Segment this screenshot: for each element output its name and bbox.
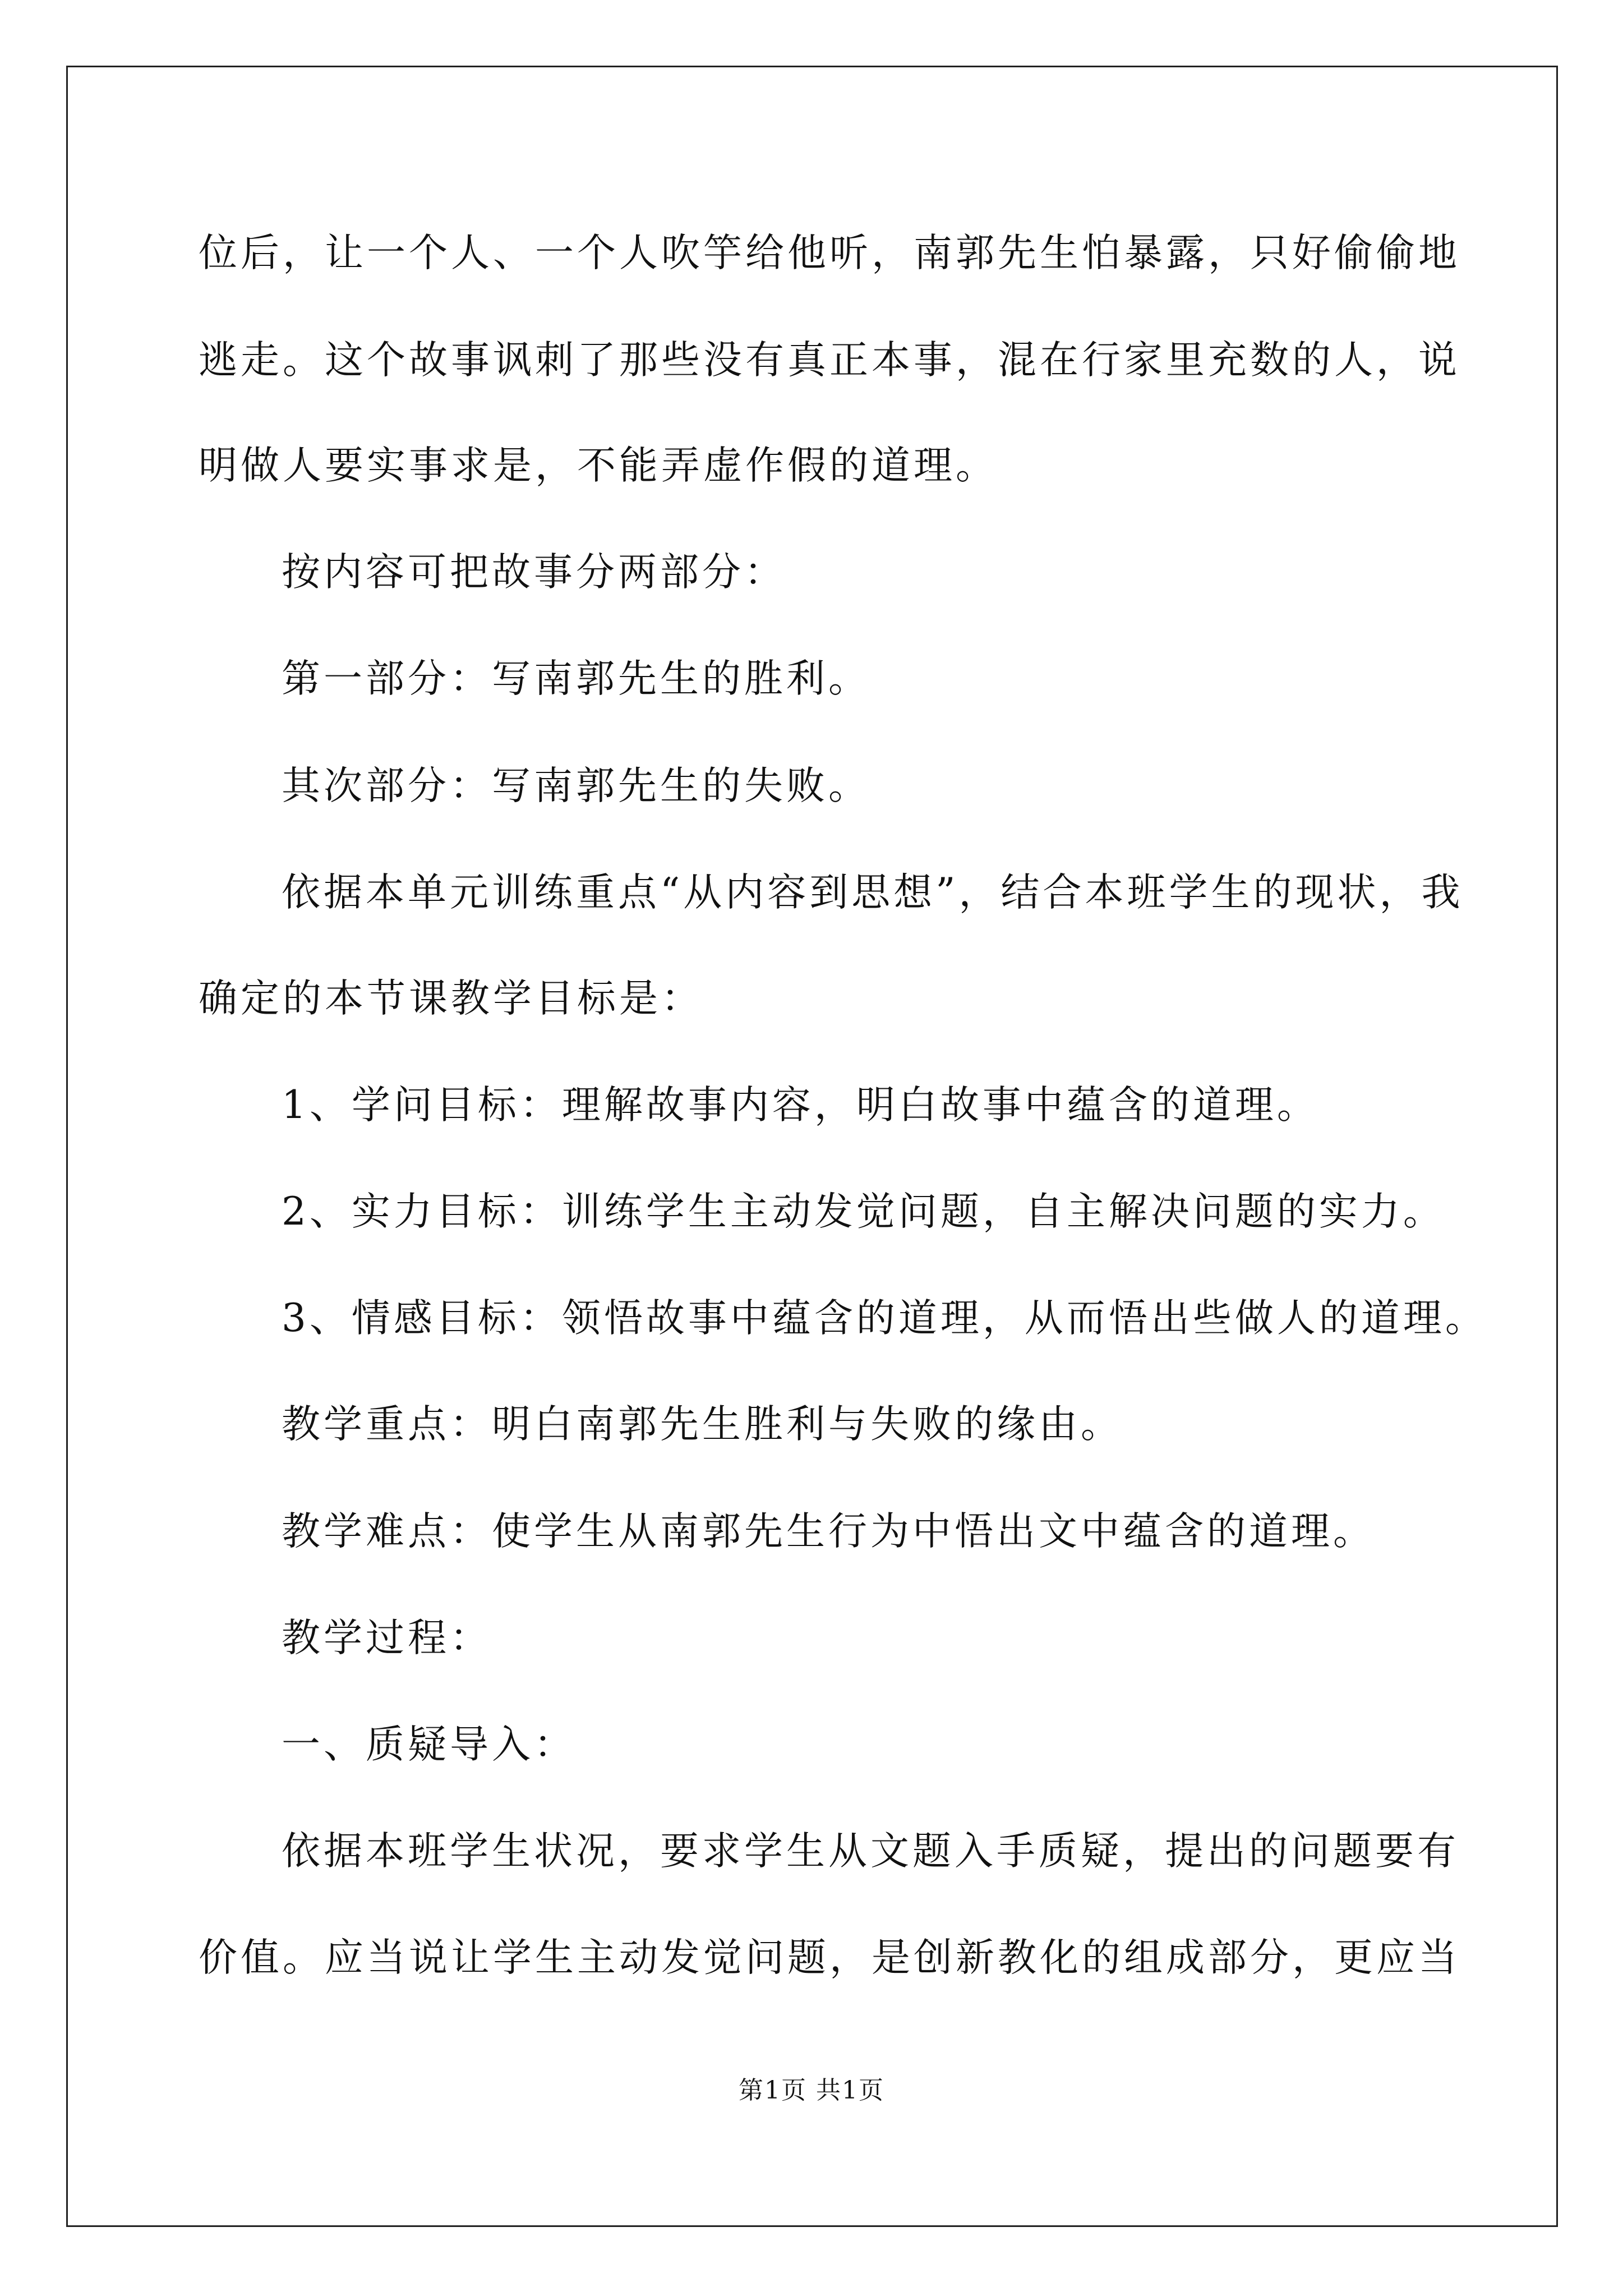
text-line-2: 逃走。这个故事讽刺了那些没有真正本事，混在行家里充数的人，说 — [199, 338, 1460, 383]
text-line-9: 1、学问目标：理解故事内容，明白故事中蕴含的道理。 — [282, 1083, 1319, 1128]
text-line-7: 依据本单元训练重点“从内容到思想”，结合本班学生的现状，我 — [282, 870, 1464, 915]
text-line-8: 确定的本节课教学目标是： — [199, 976, 703, 1021]
text-line-11: 3、情感目标：领悟故事中蕴含的道理，从而悟出些做人的道理。 — [282, 1296, 1487, 1341]
page-border — [66, 66, 1558, 2227]
text-line-15: 一、质疑导入： — [282, 1722, 576, 1767]
text-line-6: 其次部分：写南郭先生的失败。 — [282, 763, 870, 808]
text-line-4: 按内容可把故事分两部分： — [282, 550, 786, 595]
text-line-13: 教学难点：使学生从南郭先生行为中悟出文中蕴含的道理。 — [282, 1509, 1375, 1554]
text-line-5: 第一部分：写南郭先生的胜利。 — [282, 656, 870, 701]
text-line-1: 位后，让一个人、一个人吹竽给他听，南郭先生怕暴露，只好偷偷地 — [199, 231, 1460, 275]
text-line-10: 2、实力目标：训练学生主动发觉问题，自主解决问题的实力。 — [282, 1189, 1445, 1234]
text-line-12: 教学重点：明白南郭先生胜利与失败的缘由。 — [282, 1402, 1123, 1447]
text-line-3: 明做人要实事求是，不能弄虚作假的道理。 — [199, 443, 998, 488]
page-number-footer: 第1页 共1页 — [739, 2076, 884, 2105]
text-line-17: 价值。应当说让学生主动发觉问题，是创新教化的组成部分，更应当 — [199, 1935, 1460, 1980]
text-line-14: 教学过程： — [282, 1616, 492, 1660]
text-line-16: 依据本班学生状况，要求学生从文题入手质疑，提出的问题要有 — [282, 1829, 1459, 1874]
